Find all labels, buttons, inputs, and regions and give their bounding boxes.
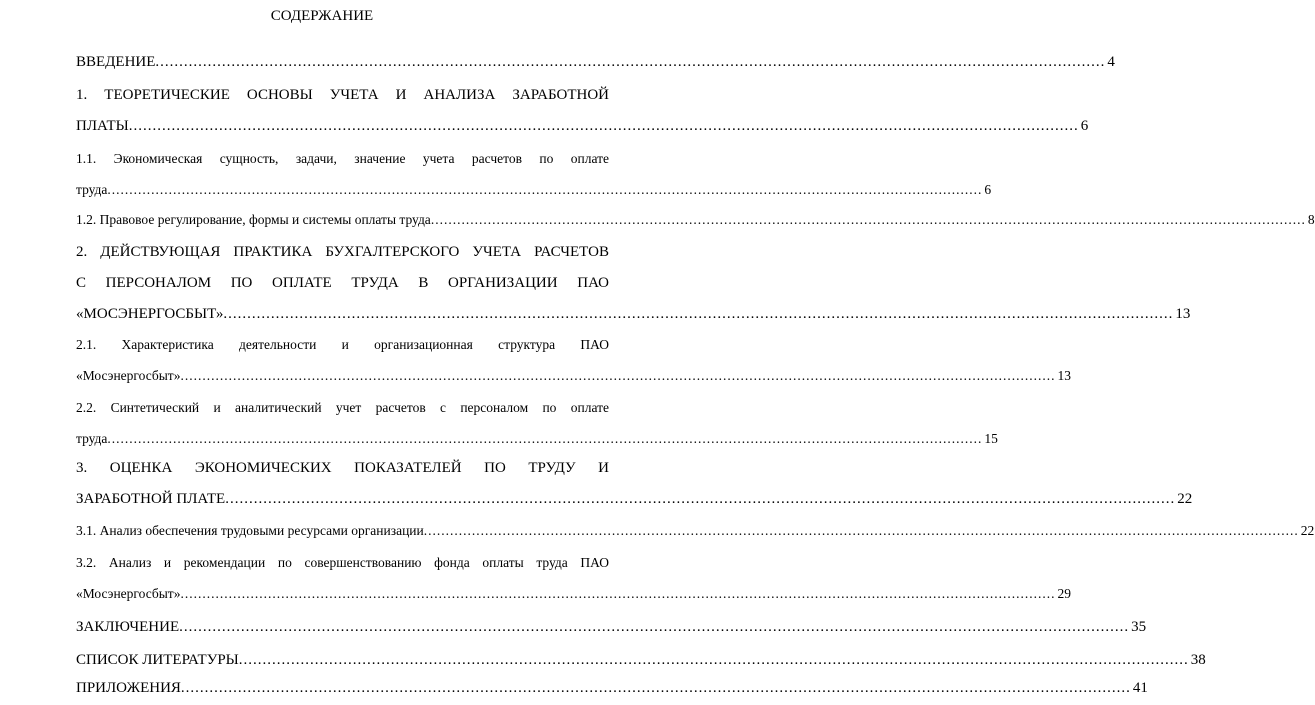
page-number: 13: [1057, 368, 1071, 383]
toc-entry-text: ВВЕДЕНИЕ: [76, 54, 156, 70]
toc-entry-section-1-2[interactable]: [76, 204, 1315, 235]
toc-entry-text: 1.1. Экономическая сущность, задачи, значение учета расчетов по оплате: [76, 151, 609, 166]
page-number: 22: [1300, 523, 1315, 538]
toc-entry-text: С ПЕРСОНАЛОМ ПО ОПЛАТЕ ТРУДА В ОРГАНИЗАЦИИ ПАО: [76, 275, 609, 291]
toc-entry-references[interactable]: [76, 645, 1206, 676]
leader-dots: [239, 652, 1189, 668]
toc-entry-section-2-1[interactable]: [76, 329, 1071, 391]
leader-dots: [424, 523, 1299, 538]
toc-entry-text: «Мосэнергосбыт»: [76, 368, 181, 383]
leader-dots: [180, 368, 1055, 383]
toc-entry-section-3-2[interactable]: [76, 547, 1071, 609]
toc-entry-introduction[interactable]: [76, 47, 1115, 78]
toc-entry-text: 2.1. Характеристика деятельности и организационная структура ПАО: [76, 337, 609, 352]
toc-entry-chapter-1[interactable]: [76, 80, 1089, 142]
toc-entry-text: труда: [76, 182, 108, 197]
toc-entry-text: ЗАКЛЮЧЕНИЕ: [76, 619, 180, 635]
page-number: 13: [1175, 306, 1191, 322]
toc-entry-text: 2. ДЕЙСТВУЮЩАЯ ПРАКТИКА БУХГАЛТЕРСКОГО УЧЕТА РАСЧЕТОВ: [76, 244, 609, 260]
page-number: 6: [1080, 118, 1089, 134]
toc-entry-text: 1. ТЕОРЕТИЧЕСКИЕ ОСНОВЫ УЧЕТА И АНАЛИЗА ЗАРАБОТНОЙ: [76, 87, 609, 103]
page-number: 29: [1057, 586, 1071, 601]
page-number: 41: [1132, 680, 1148, 696]
toc-entry-text: ПЛАТЫ: [76, 118, 129, 134]
leader-dots: [107, 182, 982, 197]
toc-entry-text: «МОСЭНЕРГОСБЫТ»: [76, 306, 224, 322]
toc-entry-appendices[interactable]: [76, 673, 1148, 704]
page-number: 6: [984, 182, 992, 197]
toc-entry-section-3-1[interactable]: [76, 515, 1315, 546]
toc-entry-text: 3.2. Анализ и рекомендации по совершенствованию фонда оплаты труда ПАО: [76, 555, 609, 570]
leader-dots: [155, 54, 1105, 70]
page-number: 35: [1131, 619, 1147, 635]
leader-dots: [225, 491, 1175, 507]
toc-entry-text: труда: [76, 431, 108, 446]
leader-dots: [129, 118, 1079, 134]
page-number: 38: [1190, 652, 1206, 668]
toc-entry-text: 1.2. Правовое регулирование, формы и системы оплаты труда: [76, 212, 431, 227]
leader-dots: [107, 431, 982, 446]
leader-dots: [179, 619, 1129, 635]
leader-dots: [180, 586, 1055, 601]
toc-entry-conclusion[interactable]: [76, 612, 1147, 643]
page-number: 22: [1177, 491, 1193, 507]
toc-entry-text: «Мосэнергосбыт»: [76, 586, 181, 601]
toc-entry-section-2-2[interactable]: [76, 392, 998, 454]
page-number: 15: [984, 431, 998, 446]
leader-dots: [431, 212, 1306, 227]
leader-dots: [223, 306, 1173, 322]
toc-entry-text: 3.1. Анализ обеспечения трудовыми ресурсами организации: [76, 523, 424, 538]
toc-entry-text: ЗАРАБОТНОЙ ПЛАТЕ: [76, 491, 226, 507]
page-number: 4: [1107, 54, 1115, 70]
toc-entry-text: СПИСОК ЛИТЕРАТУРЫ: [76, 652, 239, 668]
toc-entry-chapter-2[interactable]: [76, 237, 1191, 330]
toc-entry-section-1-1[interactable]: [76, 143, 992, 205]
leader-dots: [181, 680, 1131, 696]
toc-entry-text: ПРИЛОЖЕНИЯ: [76, 680, 181, 696]
page-number: 8: [1307, 212, 1315, 227]
toc-entry-text: 3. ОЦЕНКА ЭКОНОМИЧЕСКИХ ПОКАЗАТЕЛЕЙ ПО ТРУДУ И: [76, 460, 609, 476]
toc-entry-text: 2.2. Синтетический и аналитический учет расчетов с персоналом по оплате: [76, 400, 609, 415]
toc-title: СОДЕРЖАНИЕ: [270, 8, 374, 24]
toc-entry-chapter-3[interactable]: [76, 453, 1193, 515]
